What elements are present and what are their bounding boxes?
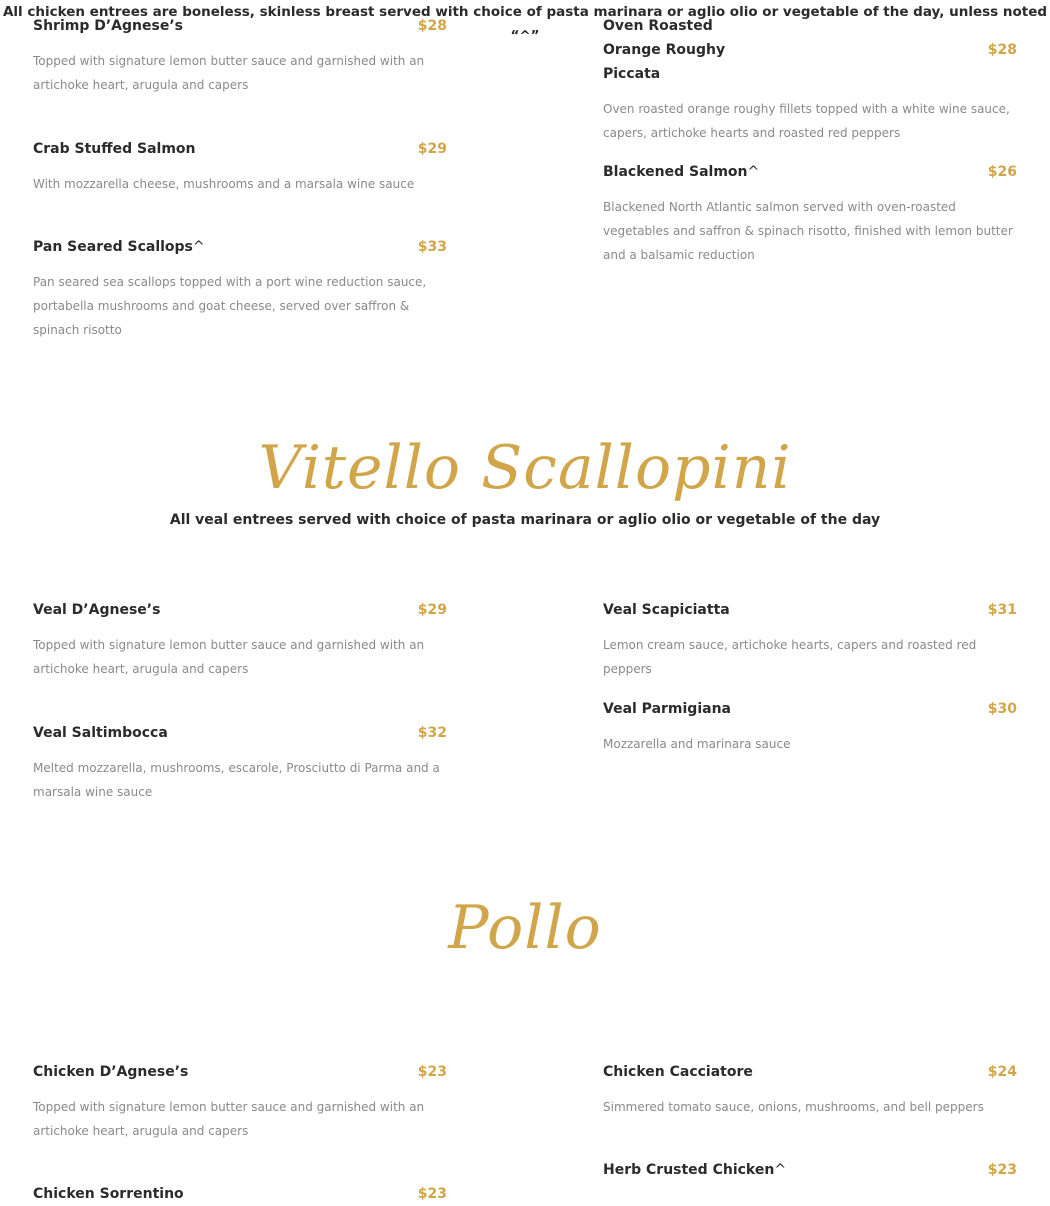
menu-item (33, 598, 447, 681)
item-description: Mozzarella and marinara sauce (603, 737, 791, 751)
menu-item (603, 160, 1017, 267)
item-description: With mozzarella cheese, mushrooms and a marsala wine sauce (33, 177, 415, 191)
item-name: Chicken Sorrentino (33, 1186, 184, 1202)
item-price: $29 (417, 602, 447, 618)
menu-item (33, 721, 447, 804)
item-price: $26 (987, 164, 1017, 180)
item-name: Veal Scapiciatta (603, 602, 730, 618)
item-name: Blackened Salmon^ (603, 164, 760, 180)
section-subtitle: All veal entrees served with choice of pasta marinara or aglio olio or vegetable of the day (169, 512, 881, 528)
item-name: Shrimp D’Agnese’s (33, 18, 183, 34)
item-name: Crab Stuffed Salmon (33, 141, 196, 157)
section-title: Pollo (448, 893, 602, 963)
menu-item (33, 1182, 447, 1206)
item-name: Veal D’Agnese’s (33, 602, 161, 618)
item-price: $29 (417, 141, 447, 157)
item-name: Veal Saltimbocca (33, 725, 168, 741)
section-subtitle: All chicken entrees are boneless, skinless breast served with choice of pasta marinara or aglio olio or vegetable of the day, unless noted “^” (2, 4, 1048, 44)
item-price: $32 (417, 725, 447, 741)
item-name: Oven Roasted Orange Roughy Piccata (603, 18, 726, 82)
item-price: $23 (987, 1162, 1017, 1178)
item-price: $33 (417, 239, 447, 255)
menu-item (603, 1060, 1017, 1119)
item-price: $30 (987, 701, 1017, 717)
item-price: $23 (417, 1064, 447, 1080)
item-price: $24 (987, 1064, 1017, 1080)
section-title: Vitello Scallopini (258, 433, 792, 503)
item-name: Chicken D’Agnese’s (33, 1064, 189, 1080)
item-price: $28 (417, 18, 447, 34)
item-price: $31 (987, 602, 1017, 618)
item-description: Topped with signature lemon butter sauce and garnished with an artichoke heart, arugula and capers (33, 638, 425, 676)
item-description: Topped with signature lemon butter sauce and garnished with an artichoke heart, arugula and capers (33, 1100, 425, 1138)
item-description: Oven roasted orange roughy fillets topped with a white wine sauce, capers, artichoke hearts and roasted red peppers (603, 102, 1010, 140)
menu-item (603, 1158, 1017, 1182)
menu-item (603, 697, 1017, 756)
item-description: Topped with signature lemon butter sauce and garnished with an artichoke heart, arugula and capers (33, 54, 425, 92)
item-description: Lemon cream sauce, artichoke hearts, capers and roasted red peppers (603, 638, 977, 676)
item-name: Veal Parmigiana (603, 701, 731, 717)
item-name: Chicken Cacciatore (603, 1064, 753, 1080)
item-description: Simmered tomato sauce, onions, mushrooms, and bell peppers (603, 1100, 984, 1114)
item-description: Melted mozzarella, mushrooms, escarole, Prosciutto di Parma and a marsala wine sauce (33, 761, 440, 799)
item-name: Pan Seared Scallops^ (33, 239, 205, 255)
menu-item (33, 235, 447, 342)
item-name: Herb Crusted Chicken^ (603, 1162, 787, 1178)
item-price: $28 (987, 42, 1017, 58)
menu-item (603, 598, 1017, 681)
item-price: $23 (417, 1186, 447, 1202)
menu-item (33, 137, 447, 196)
item-description: Pan seared sea scallops topped with a port wine reduction sauce, portabella mushrooms and goat cheese, served over saffron & spinach risotto (33, 275, 427, 337)
item-description: Blackened North Atlantic salmon served with oven-roasted vegetables and saffron & spinach risotto, finished with lemon butter and a balsamic reduction (603, 200, 1013, 262)
menu-item (33, 1060, 447, 1143)
